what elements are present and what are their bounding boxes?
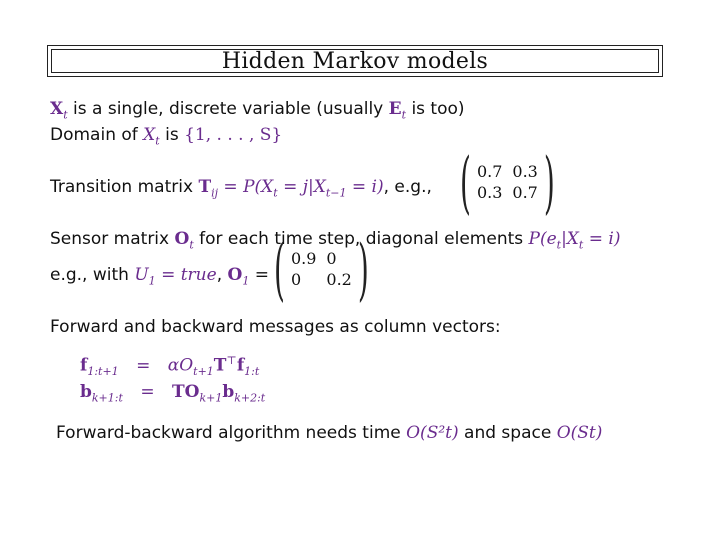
- sub: t: [556, 238, 562, 252]
- matrix-o: O: [174, 229, 190, 249]
- sub: 1: [148, 274, 156, 288]
- space-complexity: O(St): [556, 423, 603, 443]
- cell: 0.2: [326, 270, 352, 289]
- cell: 0.7: [512, 183, 538, 202]
- operator: =: [140, 382, 155, 402]
- sub: k+2:t: [234, 391, 266, 405]
- text: for each time step, diagonal elements: [193, 229, 529, 249]
- cell: 0: [290, 270, 302, 289]
- expr: = i): [583, 229, 621, 249]
- lhs: f: [80, 355, 88, 376]
- page-title: Hidden Markov models: [221, 48, 489, 74]
- text: Sensor matrix: [50, 229, 175, 249]
- cell: 0: [326, 249, 337, 268]
- text: and space: [458, 423, 557, 443]
- sub: t: [578, 238, 584, 252]
- equation-forward: [80, 354, 259, 378]
- cell: 0.7: [476, 162, 503, 181]
- left-paren: (: [460, 142, 471, 222]
- matrix-o1: O: [227, 265, 243, 285]
- line-domain: [50, 124, 282, 152]
- matrix-t: T: [198, 177, 212, 197]
- sub: t+1: [193, 365, 214, 379]
- line-sensor-example: [50, 264, 269, 292]
- title-frame: [51, 49, 659, 73]
- rhs: αO: [167, 355, 194, 376]
- expr: = i): [346, 177, 384, 197]
- expr: = j|X: [277, 177, 326, 197]
- cell: 0.3: [512, 162, 538, 181]
- sub: 1:t+1: [87, 365, 119, 379]
- text: is too): [406, 99, 465, 119]
- text: is: [159, 125, 185, 145]
- cell: 0.3: [476, 183, 503, 202]
- right-paren: ): [543, 142, 555, 222]
- text: ,: [216, 265, 228, 285]
- text: Domain of: [50, 125, 144, 145]
- sup: ⊤: [226, 354, 237, 367]
- var-e: E: [388, 99, 402, 119]
- line-variable-description: [50, 98, 465, 126]
- rhs: b: [222, 382, 235, 402]
- sensor-matrix-example: [274, 229, 369, 309]
- sub: 1:t: [244, 365, 260, 379]
- var-x-sub: t: [155, 134, 160, 148]
- title-box: [47, 45, 663, 77]
- sub: t−1: [325, 186, 347, 200]
- rhs: TO: [171, 382, 200, 402]
- sub: t: [273, 186, 278, 200]
- text: Transition matrix: [50, 177, 199, 197]
- expr: P(e: [528, 229, 557, 249]
- matrix-cells: [471, 162, 544, 202]
- var-x: X: [50, 99, 64, 119]
- rhs: f: [236, 355, 245, 376]
- sub: ij: [211, 186, 219, 200]
- right-paren: ): [357, 229, 369, 309]
- expr: = P(X: [218, 177, 274, 197]
- cell: 0.9: [290, 249, 317, 268]
- sub: t: [189, 238, 194, 252]
- var-e-sub: t: [401, 108, 407, 122]
- line-transition-matrix: [50, 176, 432, 204]
- sub: 1: [242, 274, 250, 288]
- text: =: [249, 265, 269, 285]
- text: , e.g.,: [383, 177, 432, 197]
- text: is a single, discrete variable (usually: [67, 99, 389, 119]
- line-messages: Forward and backward messages as column vectors:: [50, 317, 501, 337]
- expr: = true: [155, 265, 217, 285]
- var-x-sub: t: [63, 108, 68, 122]
- line-complexity: [56, 422, 602, 444]
- expr: U: [134, 265, 149, 285]
- matrix-cells: [285, 249, 358, 289]
- rhs: T: [213, 355, 227, 376]
- equation-backward: [80, 382, 265, 404]
- operator: =: [136, 355, 151, 376]
- time-complexity: O(S²t): [406, 423, 459, 443]
- var-x: X: [143, 125, 156, 145]
- lhs: b: [80, 382, 92, 402]
- transition-matrix-example: [460, 142, 555, 222]
- domain-set: {1, . . . , S}: [184, 125, 283, 145]
- text: Forward-backward algorithm needs time: [56, 423, 407, 443]
- text: e.g., with: [50, 265, 135, 285]
- expr: |X: [561, 229, 579, 249]
- sub: k+1:t: [91, 391, 123, 405]
- left-paren: (: [274, 229, 285, 309]
- sub: k+1: [199, 391, 223, 405]
